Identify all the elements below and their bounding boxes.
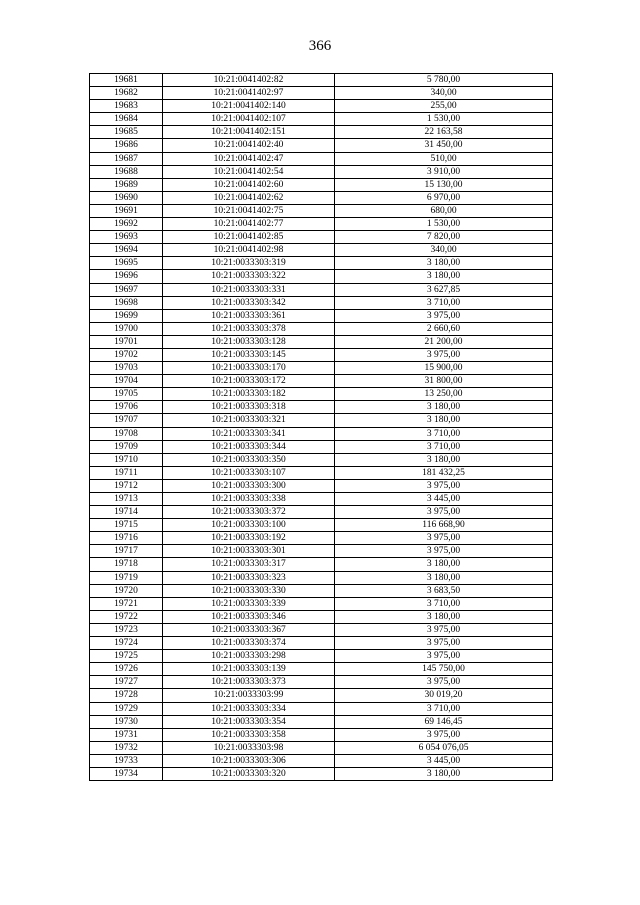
cadastral-number-cell: 10:21:0033303:306: [163, 754, 335, 767]
table-row: [90, 178, 553, 191]
row-number-cell: 19683: [90, 100, 163, 113]
cadastral-number-cell: 10:21:0033303:367: [163, 623, 335, 636]
amount-cell: 3 180,00: [335, 270, 553, 283]
cadastral-number-cell: 10:21:0041402:85: [163, 231, 335, 244]
table-row: [90, 113, 553, 126]
cadastral-number-cell: 10:21:0041402:40: [163, 139, 335, 152]
table-row: [90, 87, 553, 100]
row-number-cell: 19706: [90, 401, 163, 414]
cadastral-number-cell: 10:21:0033303:338: [163, 493, 335, 506]
cadastral-number-cell: 10:21:0033303:301: [163, 545, 335, 558]
table-row: [90, 375, 553, 388]
amount-cell: 3 445,00: [335, 754, 553, 767]
amount-cell: 3 683,50: [335, 584, 553, 597]
amount-cell: 3 975,00: [335, 650, 553, 663]
amount-cell: 680,00: [335, 204, 553, 217]
table-row: [90, 597, 553, 610]
amount-cell: 145 750,00: [335, 663, 553, 676]
amount-cell: 181 432,25: [335, 466, 553, 479]
row-number-cell: 19732: [90, 741, 163, 754]
amount-cell: 3 910,00: [335, 165, 553, 178]
row-number-cell: 19727: [90, 676, 163, 689]
row-number-cell: 19720: [90, 584, 163, 597]
row-number-cell: 19692: [90, 218, 163, 231]
row-number-cell: 19731: [90, 728, 163, 741]
cadastral-number-cell: 10:21:0033303:323: [163, 571, 335, 584]
row-number-cell: 19688: [90, 165, 163, 178]
cadastral-number-cell: 10:21:0033303:100: [163, 519, 335, 532]
table-row: [90, 623, 553, 636]
cadastral-number-cell: 10:21:0033303:322: [163, 270, 335, 283]
amount-cell: 3 975,00: [335, 348, 553, 361]
table-row: [90, 702, 553, 715]
page-number: 366: [308, 38, 332, 54]
cadastral-number-cell: 10:21:0033303:361: [163, 309, 335, 322]
cadastral-number-cell: 10:21:0041402:60: [163, 178, 335, 191]
table-row: [90, 663, 553, 676]
row-number-cell: 19715: [90, 519, 163, 532]
cadastral-number-cell: 10:21:0033303:139: [163, 663, 335, 676]
row-number-cell: 19705: [90, 388, 163, 401]
cadastral-number-cell: 10:21:0033303:350: [163, 453, 335, 466]
cadastral-number-cell: 10:21:0041402:75: [163, 204, 335, 217]
amount-cell: 15 130,00: [335, 178, 553, 191]
amount-cell: 3 180,00: [335, 610, 553, 623]
cadastral-number-cell: 10:21:0033303:145: [163, 348, 335, 361]
row-number-cell: 19728: [90, 689, 163, 702]
table-row: [90, 309, 553, 322]
cadastral-number-cell: 10:21:0033303:320: [163, 767, 335, 780]
row-number-cell: 19718: [90, 558, 163, 571]
amount-cell: 6 054 076,05: [335, 741, 553, 754]
amount-cell: 340,00: [335, 87, 553, 100]
table-row: [90, 676, 553, 689]
table-row: [90, 558, 553, 571]
amount-cell: 3 975,00: [335, 728, 553, 741]
amount-cell: 3 975,00: [335, 532, 553, 545]
amount-cell: 3 710,00: [335, 440, 553, 453]
amount-cell: 3 975,00: [335, 676, 553, 689]
table-row: [90, 270, 553, 283]
amount-cell: 3 975,00: [335, 309, 553, 322]
cadastral-number-cell: 10:21:0033303:319: [163, 257, 335, 270]
cadastral-number-cell: 10:21:0033303:321: [163, 414, 335, 427]
amount-cell: 3 975,00: [335, 623, 553, 636]
cadastral-number-cell: 10:21:0033303:298: [163, 650, 335, 663]
cadastral-number-cell: 10:21:0041402:54: [163, 165, 335, 178]
table-row: [90, 479, 553, 492]
row-number-cell: 19711: [90, 466, 163, 479]
row-number-cell: 19689: [90, 178, 163, 191]
row-number-cell: 19725: [90, 650, 163, 663]
amount-cell: 3 975,00: [335, 506, 553, 519]
row-number-cell: 19699: [90, 309, 163, 322]
table-row: [90, 362, 553, 375]
row-number-cell: 19719: [90, 571, 163, 584]
amount-cell: 21 200,00: [335, 335, 553, 348]
table-row: [90, 152, 553, 165]
table-row: [90, 506, 553, 519]
amount-cell: 30 019,20: [335, 689, 553, 702]
amount-cell: 3 180,00: [335, 453, 553, 466]
row-number-cell: 19696: [90, 270, 163, 283]
amount-cell: 3 180,00: [335, 414, 553, 427]
amount-cell: 255,00: [335, 100, 553, 113]
row-number-cell: 19700: [90, 322, 163, 335]
cadastral-number-cell: 10:21:0033303:374: [163, 637, 335, 650]
row-number-cell: 19697: [90, 283, 163, 296]
cadastral-number-cell: 10:21:0033303:342: [163, 296, 335, 309]
cadastral-number-cell: 10:21:0033303:172: [163, 375, 335, 388]
cadastral-number-cell: 10:21:0033303:128: [163, 335, 335, 348]
amount-cell: 3 710,00: [335, 597, 553, 610]
row-number-cell: 19722: [90, 610, 163, 623]
row-number-cell: 19701: [90, 335, 163, 348]
table-row: [90, 191, 553, 204]
cadastral-number-cell: 10:21:0033303:372: [163, 506, 335, 519]
amount-cell: 31 450,00: [335, 139, 553, 152]
amount-cell: 3 180,00: [335, 401, 553, 414]
amount-cell: 3 710,00: [335, 702, 553, 715]
table-row: [90, 165, 553, 178]
table-row: [90, 453, 553, 466]
table-row: [90, 493, 553, 506]
cadastral-number-cell: 10:21:0041402:62: [163, 191, 335, 204]
amount-cell: 2 660,60: [335, 322, 553, 335]
cadastral-number-cell: 10:21:0033303:354: [163, 715, 335, 728]
cadastral-number-cell: 10:21:0033303:344: [163, 440, 335, 453]
row-number-cell: 19704: [90, 375, 163, 388]
table-row: [90, 139, 553, 152]
table-row: [90, 715, 553, 728]
table-row: [90, 335, 553, 348]
row-number-cell: 19684: [90, 113, 163, 126]
row-number-cell: 19729: [90, 702, 163, 715]
cadastral-number-cell: 10:21:0041402:47: [163, 152, 335, 165]
row-number-cell: 19682: [90, 87, 163, 100]
amount-cell: 7 820,00: [335, 231, 553, 244]
amount-cell: 3 180,00: [335, 257, 553, 270]
table-row: [90, 204, 553, 217]
cadastral-number-cell: 10:21:0033303:170: [163, 362, 335, 375]
cadastral-number-cell: 10:21:0033303:98: [163, 741, 335, 754]
amount-cell: 69 146,45: [335, 715, 553, 728]
cadastral-number-cell: 10:21:0033303:334: [163, 702, 335, 715]
amount-cell: 510,00: [335, 152, 553, 165]
amount-cell: 22 163,58: [335, 126, 553, 139]
cadastral-number-cell: 10:21:0033303:330: [163, 584, 335, 597]
table-row: [90, 532, 553, 545]
table-row: [90, 519, 553, 532]
table-row: [90, 231, 553, 244]
amount-cell: 1 530,00: [335, 218, 553, 231]
cadastral-number-cell: 10:21:0041402:140: [163, 100, 335, 113]
table-row: [90, 728, 553, 741]
row-number-cell: 19702: [90, 348, 163, 361]
amount-cell: 116 668,90: [335, 519, 553, 532]
table-row: [90, 440, 553, 453]
table-row: [90, 348, 553, 361]
cadastral-number-cell: 10:21:0033303:378: [163, 322, 335, 335]
cadastral-number-cell: 10:21:0033303:192: [163, 532, 335, 545]
data-table: [89, 73, 553, 781]
amount-cell: 3 180,00: [335, 767, 553, 780]
table-row: [90, 322, 553, 335]
cadastral-number-cell: 10:21:0033303:300: [163, 479, 335, 492]
amount-cell: 3 627,85: [335, 283, 553, 296]
row-number-cell: 19686: [90, 139, 163, 152]
row-number-cell: 19693: [90, 231, 163, 244]
cadastral-number-cell: 10:21:0033303:318: [163, 401, 335, 414]
table-row: [90, 401, 553, 414]
table-row: [90, 650, 553, 663]
row-number-cell: 19695: [90, 257, 163, 270]
row-number-cell: 19681: [90, 74, 163, 87]
table-row: [90, 257, 553, 270]
cadastral-number-cell: 10:21:0041402:77: [163, 218, 335, 231]
table-row: [90, 689, 553, 702]
row-number-cell: 19685: [90, 126, 163, 139]
table-row: [90, 388, 553, 401]
table-row: [90, 741, 553, 754]
row-number-cell: 19716: [90, 532, 163, 545]
row-number-cell: 19733: [90, 754, 163, 767]
table-row: [90, 571, 553, 584]
amount-cell: 6 970,00: [335, 191, 553, 204]
amount-cell: 3 710,00: [335, 427, 553, 440]
cadastral-number-cell: 10:21:0033303:339: [163, 597, 335, 610]
row-number-cell: 19734: [90, 767, 163, 780]
amount-cell: 13 250,00: [335, 388, 553, 401]
table-row: [90, 545, 553, 558]
table-row: [90, 126, 553, 139]
row-number-cell: 19694: [90, 244, 163, 257]
table-row: [90, 466, 553, 479]
row-number-cell: 19726: [90, 663, 163, 676]
table-row: [90, 754, 553, 767]
cadastral-number-cell: 10:21:0041402:151: [163, 126, 335, 139]
row-number-cell: 19723: [90, 623, 163, 636]
table-row: [90, 767, 553, 780]
table-row: [90, 283, 553, 296]
table-row: [90, 414, 553, 427]
amount-cell: 3 445,00: [335, 493, 553, 506]
amount-cell: 15 900,00: [335, 362, 553, 375]
amount-cell: 3 710,00: [335, 296, 553, 309]
cadastral-number-cell: 10:21:0041402:107: [163, 113, 335, 126]
row-number-cell: 19691: [90, 204, 163, 217]
row-number-cell: 19714: [90, 506, 163, 519]
row-number-cell: 19710: [90, 453, 163, 466]
cadastral-number-cell: 10:21:0041402:97: [163, 87, 335, 100]
table-row: [90, 637, 553, 650]
row-number-cell: 19698: [90, 296, 163, 309]
row-number-cell: 19709: [90, 440, 163, 453]
cadastral-number-cell: 10:21:0033303:107: [163, 466, 335, 479]
cadastral-number-cell: 10:21:0033303:341: [163, 427, 335, 440]
cadastral-number-cell: 10:21:0033303:182: [163, 388, 335, 401]
amount-cell: 31 800,00: [335, 375, 553, 388]
table-row: [90, 74, 553, 87]
amount-cell: 3 975,00: [335, 479, 553, 492]
cadastral-number-cell: 10:21:0033303:99: [163, 689, 335, 702]
amount-cell: 5 780,00: [335, 74, 553, 87]
cadastral-number-cell: 10:21:0041402:98: [163, 244, 335, 257]
table-row: [90, 100, 553, 113]
row-number-cell: 19703: [90, 362, 163, 375]
table-row: [90, 610, 553, 623]
cadastral-number-cell: 10:21:0033303:373: [163, 676, 335, 689]
amount-cell: 3 180,00: [335, 558, 553, 571]
cadastral-number-cell: 10:21:0033303:331: [163, 283, 335, 296]
amount-cell: 340,00: [335, 244, 553, 257]
row-number-cell: 19708: [90, 427, 163, 440]
table-row: [90, 296, 553, 309]
cadastral-number-cell: 10:21:0033303:346: [163, 610, 335, 623]
row-number-cell: 19721: [90, 597, 163, 610]
cadastral-number-cell: 10:21:0033303:317: [163, 558, 335, 571]
table-body: [90, 74, 553, 781]
amount-cell: 3 975,00: [335, 637, 553, 650]
row-number-cell: 19713: [90, 493, 163, 506]
row-number-cell: 19717: [90, 545, 163, 558]
row-number-cell: 19707: [90, 414, 163, 427]
table-row: [90, 244, 553, 257]
row-number-cell: 19690: [90, 191, 163, 204]
row-number-cell: 19730: [90, 715, 163, 728]
row-number-cell: 19687: [90, 152, 163, 165]
row-number-cell: 19712: [90, 479, 163, 492]
table-row: [90, 218, 553, 231]
table-row: [90, 584, 553, 597]
cadastral-number-cell: 10:21:0041402:82: [163, 74, 335, 87]
amount-cell: 1 530,00: [335, 113, 553, 126]
amount-cell: 3 180,00: [335, 571, 553, 584]
row-number-cell: 19724: [90, 637, 163, 650]
cadastral-number-cell: 10:21:0033303:358: [163, 728, 335, 741]
table-row: [90, 427, 553, 440]
amount-cell: 3 975,00: [335, 545, 553, 558]
